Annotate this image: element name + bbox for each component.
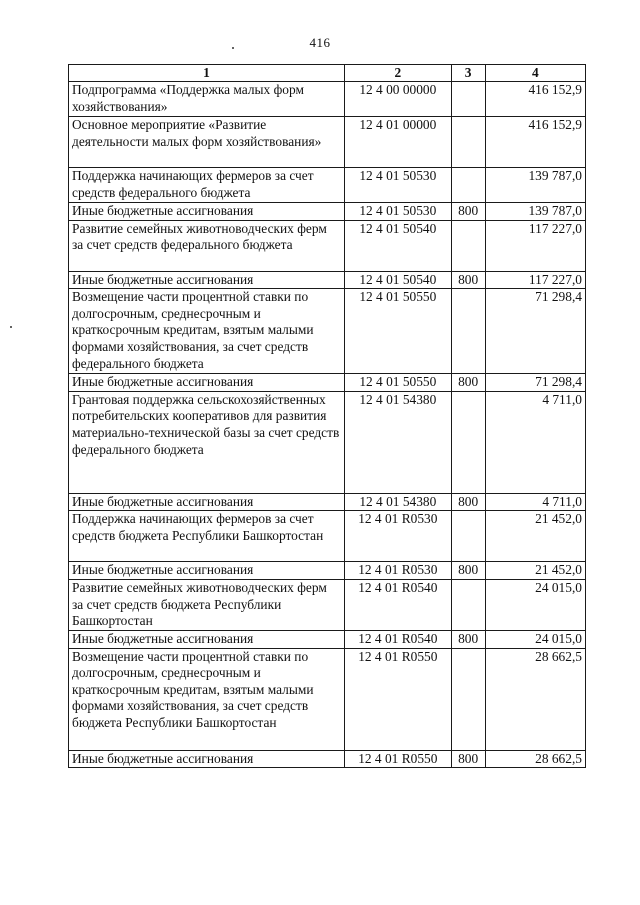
row-type [451,391,485,493]
row-amount: 416 152,9 [485,117,585,168]
row-type [451,648,485,750]
row-name: Поддержка начинающих фермеров за счет средств федерального бюджета [69,168,345,203]
row-amount: 117 227,0 [485,220,585,271]
row-code: 12 4 01 R0540 [345,579,452,630]
row-name: Грантовая поддержка сельскохозяйственных потребительских кооперативов для развития материально-технической базы за счет средств федерального бюджета [69,391,345,493]
row-code: 12 4 01 00000 [345,117,452,168]
row-type: 800 [451,750,485,768]
row-code: 12 4 01 54380 [345,391,452,493]
row-type [451,220,485,271]
row-type [451,168,485,203]
table-row [69,648,586,750]
row-amount: 71 298,4 [485,289,585,374]
row-code: 12 4 01 R0530 [345,562,452,580]
row-code: 12 4 01 50550 [345,374,452,392]
row-type: 800 [451,493,485,511]
row-type [451,579,485,630]
table-row [69,203,586,221]
table-row [69,168,586,203]
row-amount: 28 662,5 [485,648,585,750]
table-row [69,493,586,511]
column-header-type: 3 [451,65,485,82]
row-name: Подпрограмма «Поддержка малых форм хозяйствования» [69,82,345,117]
row-name: Развитие семейных животноводческих ферм за счет средств федерального бюджета [69,220,345,271]
row-type: 800 [451,203,485,221]
row-amount: 28 662,5 [485,750,585,768]
row-amount: 117 227,0 [485,271,585,289]
row-type: 800 [451,630,485,648]
table-row [69,220,586,271]
row-amount: 24 015,0 [485,630,585,648]
column-header-amount: 4 [485,65,585,82]
row-name: Возмещение части процентной ставки по долгосрочным, среднесрочным и краткосрочным кредитам, взятым малыми формами хозяйствования, за счет средств бюджета Республики Башкортостан [69,648,345,750]
row-code: 12 4 01 R0540 [345,630,452,648]
row-amount: 21 452,0 [485,511,585,562]
row-type: 800 [451,271,485,289]
row-name: Иные бюджетные ассигнования [69,203,345,221]
table-row [69,82,586,117]
row-code: 12 4 01 50540 [345,220,452,271]
row-type: 800 [451,562,485,580]
table-row [69,579,586,630]
row-type [451,117,485,168]
row-amount: 21 452,0 [485,562,585,580]
table-header-row [69,65,586,82]
row-type [451,82,485,117]
row-code: 12 4 00 00000 [345,82,452,117]
row-amount: 71 298,4 [485,374,585,392]
row-name: Поддержка начинающих фермеров за счет средств бюджета Республики Башкортостан [69,511,345,562]
row-name: Возмещение части процентной ставки по долгосрочным, среднесрочным и краткосрочным кредитам, взятым малыми формами хозяйствования, за счет средств федерального бюджета [69,289,345,374]
row-name: Иные бюджетные ассигнования [69,374,345,392]
row-amount: 416 152,9 [485,82,585,117]
row-code: 12 4 01 R0550 [345,648,452,750]
row-name: Иные бюджетные ассигнования [69,630,345,648]
row-code: 12 4 01 R0530 [345,511,452,562]
row-amount: 139 787,0 [485,203,585,221]
row-amount: 24 015,0 [485,579,585,630]
row-name: Иные бюджетные ассигнования [69,750,345,768]
row-name: Иные бюджетные ассигнования [69,271,345,289]
table-row [69,511,586,562]
row-type [451,511,485,562]
row-code: 12 4 01 50550 [345,289,452,374]
scan-mark [232,47,234,49]
column-header-name: 1 [69,65,345,82]
row-code: 12 4 01 50540 [345,271,452,289]
table-row [69,630,586,648]
table-row [69,374,586,392]
row-type: 800 [451,374,485,392]
row-name: Основное мероприятие «Развитие деятельности малых форм хозяйствования» [69,117,345,168]
row-amount: 139 787,0 [485,168,585,203]
row-amount: 4 711,0 [485,493,585,511]
row-code: 12 4 01 50530 [345,168,452,203]
row-name: Развитие семейных животноводческих ферм за счет средств бюджета Республики Башкортостан [69,579,345,630]
row-code: 12 4 01 54380 [345,493,452,511]
row-type [451,289,485,374]
table-row [69,750,586,768]
row-name: Иные бюджетные ассигнования [69,493,345,511]
row-code: 12 4 01 50530 [345,203,452,221]
column-header-code: 2 [345,65,452,82]
table-row [69,391,586,493]
row-code: 12 4 01 R0550 [345,750,452,768]
table-row [69,271,586,289]
page-number: 416 [309,35,331,50]
row-name: Иные бюджетные ассигнования [69,562,345,580]
scan-mark [10,326,12,328]
table-row [69,289,586,374]
table-row [69,562,586,580]
table-row [69,117,586,168]
budget-table [68,64,586,768]
row-amount: 4 711,0 [485,391,585,493]
